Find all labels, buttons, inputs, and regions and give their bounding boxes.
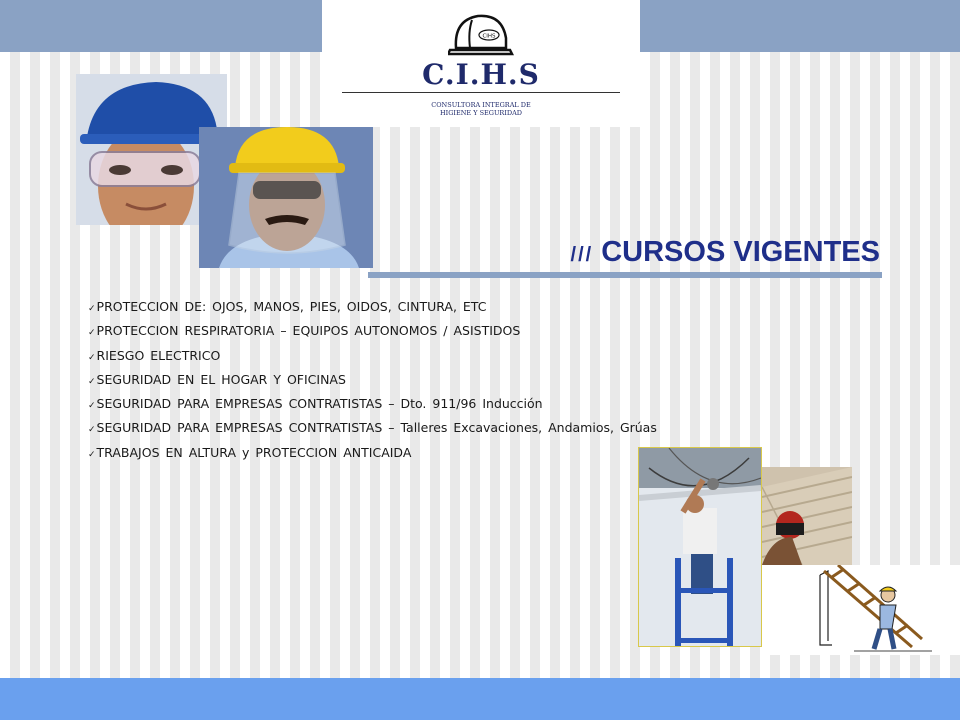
list-item (88, 322, 657, 346)
logo-title: C.I.H.S (422, 58, 540, 91)
company-logo (322, 0, 640, 127)
check-icon: ✓ (88, 425, 96, 436)
course-label: PROTECCION RESPIRATORIA – EQUIPOS AUTONOMOS / ASISTIDOS (96, 323, 521, 339)
check-icon: ✓ (88, 304, 96, 314)
illustration-ladder-worker (762, 565, 960, 655)
logo-subtitle-line2: HIGIENE Y SEGURIDAD (439, 109, 523, 117)
list-item (88, 395, 657, 419)
hard-hat-icon (448, 8, 514, 56)
top-band-left (0, 0, 322, 52)
course-label: SEGURIDAD PARA EMPRESAS CONTRATISTAS – Talleres Excavaciones, Andamios, Grúas (96, 420, 657, 436)
list-item (88, 298, 657, 322)
list-item (88, 444, 657, 468)
footer-bar (0, 678, 960, 720)
check-icon: ✓ (88, 352, 96, 363)
check-icon: ✓ (88, 449, 96, 460)
list-item (88, 419, 657, 443)
course-label: PROTECCION DE: OJOS, MANOS, PIES, OIDOS, CINTURA, ETC (96, 299, 487, 314)
list-item (88, 347, 657, 371)
heading-title: CURSOS VIGENTES (601, 236, 880, 268)
course-label: TRABAJOS EN ALTURA y PROTECCION ANTICAIDA (96, 444, 412, 460)
helmet-badge-text: CIHS (482, 33, 496, 40)
course-label: SEGURIDAD EN EL HOGAR Y OFICINAS (96, 371, 346, 387)
list-item (88, 371, 657, 395)
photo-roof-welding (762, 467, 852, 565)
check-icon: ✓ (88, 401, 96, 412)
check-icon: ✓ (88, 328, 96, 339)
photo-electrical-work (638, 447, 762, 647)
top-band-right (640, 0, 960, 52)
course-label: RIESGO ELECTRICO (96, 347, 221, 363)
check-icon: ✓ (88, 376, 96, 387)
heading-underline (368, 272, 882, 278)
course-list (88, 298, 657, 468)
logo-divider (342, 92, 620, 93)
heading-slashes: /// (570, 244, 594, 266)
section-heading (508, 236, 880, 269)
course-label: SEGURIDAD PARA EMPRESAS CONTRATISTAS – Dto. 911/96 Inducción (96, 396, 543, 412)
logo-subtitle-line1: CONSULTORA INTEGRAL DE (431, 101, 531, 109)
photo-worker-faceshield (199, 127, 373, 268)
